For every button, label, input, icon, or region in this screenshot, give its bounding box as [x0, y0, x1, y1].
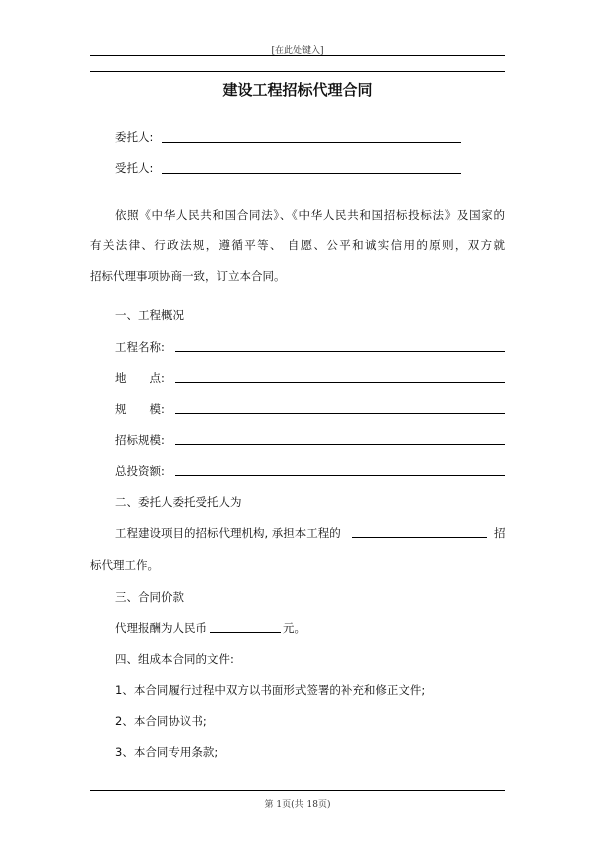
section-2-text-b: 招 [494, 526, 506, 540]
tender-scale-label: 招标规模: [115, 433, 165, 447]
project-name-label: 工程名称: [115, 340, 165, 354]
price-blank-line [210, 632, 281, 633]
page-header: [在此处键入] [271, 46, 324, 56]
intro-line-1: 依照《中华人民共和国合同法》、《中华人民共和国招标投标法》及国家的 [115, 208, 505, 222]
intro-line-2: 有关法律、行政法规，遵循平等、 自愿、公平和诚实信用的原则，双方就 [90, 238, 505, 252]
section-2-text-a: 工程建设项目的招标代理机构, 承担本工程的 [115, 526, 341, 540]
document-item-2: 2、本合同协议书; [115, 714, 207, 728]
location-blank-line [175, 382, 505, 383]
section-1-heading: 一、工程概况 [115, 308, 184, 322]
total-investment-blank-line [175, 475, 505, 476]
client-label: 委托人: [115, 130, 154, 144]
section-3-heading: 三、合同价款 [115, 590, 184, 604]
section-2-text-line-2: 标代理工作。 [90, 558, 159, 572]
price-text-a: 代理报酬为人民币 [115, 621, 207, 635]
agent-label: 受托人: [115, 161, 154, 175]
title-rule [90, 71, 505, 72]
total-investment-label: 总投资额: [115, 464, 165, 478]
intro-line-3: 招标代理事项协商一致，订立本合同。 [90, 269, 286, 283]
header-rule [90, 55, 505, 56]
scale-blank-line [175, 413, 505, 414]
project-name-blank-line [175, 351, 505, 352]
document-item-3: 3、本合同专用条款; [115, 745, 219, 759]
document-title: 建设工程招标代理合同 [222, 81, 373, 99]
client-blank-line [162, 142, 461, 143]
location-label: 地 点: [115, 371, 165, 385]
section-2-heading: 二、委托人委托受托人为 [115, 495, 242, 509]
agent-blank-line [162, 173, 461, 174]
section-2-blank-line [352, 537, 487, 538]
tender-scale-blank-line [175, 444, 505, 445]
section-4-heading: 四、组成本合同的文件: [115, 652, 234, 666]
document-item-1: 1、本合同履行过程中双方以书面形式签署的补充和修正文件; [115, 683, 426, 697]
footer-rule [90, 790, 505, 791]
page-number: 第 1页(共 18页) [264, 800, 331, 810]
scale-label: 规 模: [115, 402, 165, 416]
price-text-b: 元。 [283, 621, 306, 635]
